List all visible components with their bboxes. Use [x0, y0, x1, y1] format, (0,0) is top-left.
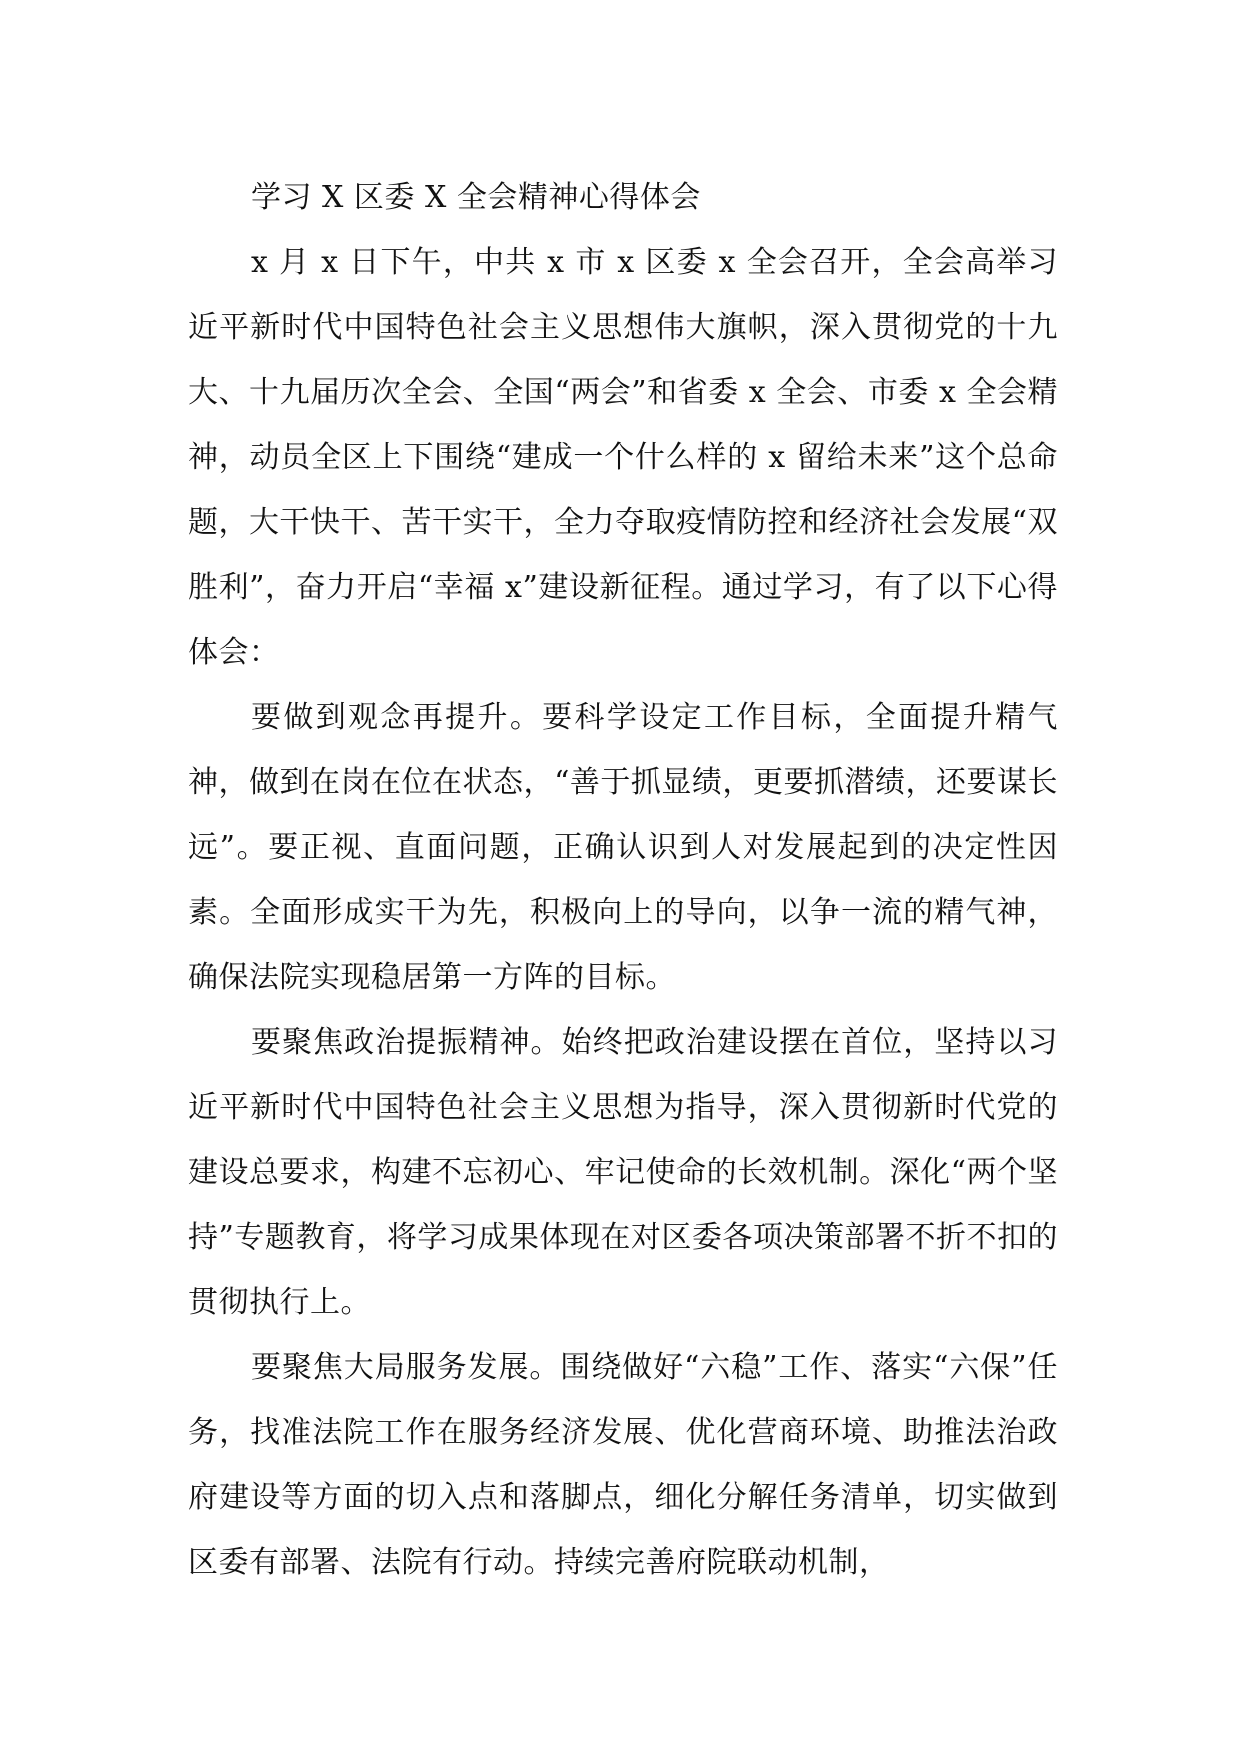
- paragraph-intro: x 月 x 日下午，中共 x 市 x 区委 x 全会召开，全会高举习近平新时代中国特色社会主义思想伟大旗帜，深入贯彻党的十九大、十九届历次全会、全国“两会”和省委 x 全会、市委 x 全会精神，动员全区上下围绕“建成一个什么样的 x 留给未来”这个总命题，大干快干、苦干实干，全力夺取疫情防控和经济社会发展“双胜利”，奋力开启“幸福 x”建设新征程。通过学习，有了以下心得体会：: [188, 245, 1058, 670]
- document-title: 学习 X 区委 X 全会精神心得体会: [251, 180, 701, 215]
- paragraph-mindset: 要做到观念再提升。要科学设定工作目标，全面提升精气神，做到在岗在位在状态，“善于抓显绩，更要抓潜绩，还要谋长远”。要正视、直面问题，正确认识到人对发展起到的决定性因素。全面形成实干为先，积极向上的导向，以争一流的精气神，确保法院实现稳居第一方阵的目标。: [188, 700, 1058, 995]
- document-body: [188, 165, 1058, 1595]
- paragraph-service: 要聚焦大局服务发展。围绕做好“六稳”工作、落实“六保”任务，找准法院工作在服务经济发展、优化营商环境、助推法治政府建设等方面的切入点和落脚点，细化分解任务清单，切实做到区委有部署、法院有行动。持续完善府院联动机制，: [188, 1350, 1058, 1580]
- paragraph-politics: 要聚焦政治提振精神。始终把政治建设摆在首位，坚持以习近平新时代中国特色社会主义思想为指导，深入贯彻新时代党的建设总要求，构建不忘初心、牢记使命的长效机制。深化“两个坚持”专题教育，将学习成果体现在对区委各项决策部署不折不扣的贯彻执行上。: [188, 1025, 1058, 1320]
